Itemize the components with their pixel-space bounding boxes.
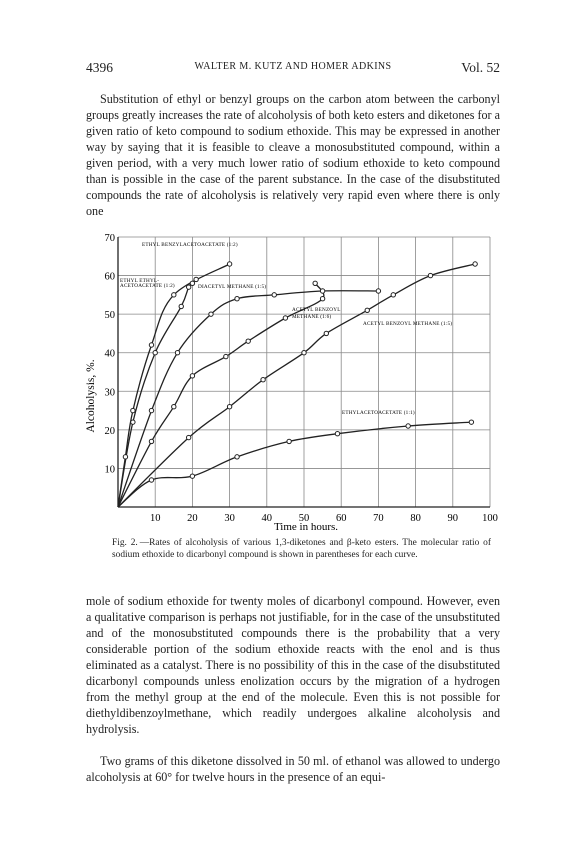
data-point [131, 420, 135, 424]
running-title: WALTER M. KUTZ AND HOMER ADKINS [194, 61, 392, 72]
x-tick-label: 20 [187, 513, 198, 524]
caption-label: Fig. 2. [112, 538, 138, 548]
series-line [118, 422, 471, 507]
data-point [320, 297, 324, 301]
x-tick-label: 40 [261, 513, 273, 524]
data-point [172, 405, 176, 409]
data-point [224, 354, 228, 358]
data-point [469, 420, 473, 424]
data-point [172, 293, 176, 297]
x-tick-label: 90 [447, 513, 459, 524]
y-tick-label: 60 [104, 271, 115, 283]
page-number: 4396 [86, 60, 113, 75]
data-point [473, 262, 477, 266]
data-point [320, 289, 324, 293]
data-point [365, 308, 369, 312]
data-point [235, 455, 239, 459]
data-point [246, 339, 250, 343]
curve-label: ETHYL ETHYL- [120, 278, 160, 284]
figure-2 [80, 231, 500, 541]
curve-label: ACETYL BENZOYL [292, 307, 341, 313]
chart-grid [118, 237, 490, 507]
x-tick-label: 60 [335, 513, 347, 524]
page-header [86, 60, 500, 80]
series-line [118, 291, 378, 507]
curve-label: ACETOACETATE (1:2) [120, 283, 175, 289]
alcoholysis-chart [80, 231, 500, 536]
data-point [235, 297, 239, 301]
data-point [209, 312, 213, 316]
data-point [190, 281, 194, 285]
curve-label: ACETYL BENZOYL METHANE (1:5) [363, 321, 453, 327]
data-point [428, 273, 432, 277]
x-tick-label: 80 [410, 513, 421, 524]
data-point [261, 378, 265, 382]
data-point [175, 351, 179, 355]
chart-ticks [105, 233, 498, 524]
y-tick-label: 40 [104, 348, 115, 360]
data-point [227, 262, 231, 266]
x-axis-label: Time in hours. [273, 521, 339, 533]
curve-label: DIACETYL METHANE (1:5) [198, 284, 267, 290]
x-tick-label: 30 [224, 513, 235, 524]
data-point [287, 439, 291, 443]
curve-label: ETHYLACETOACETATE (1:1) [342, 410, 415, 416]
data-point [153, 351, 157, 355]
series-line [118, 264, 475, 507]
data-point [406, 424, 410, 428]
data-point [227, 405, 231, 409]
x-tick-label: 10 [149, 513, 161, 524]
data-point [324, 331, 328, 335]
y-tick-label: 70 [104, 233, 115, 244]
data-point [376, 289, 380, 293]
data-point [179, 304, 183, 308]
y-tick-label: 20 [104, 425, 115, 437]
y-tick-label: 10 [104, 464, 115, 476]
data-point [283, 316, 287, 320]
curve-label: METHANE (1:6) [292, 314, 332, 320]
data-point [149, 439, 153, 443]
data-point [194, 277, 198, 281]
data-point [149, 478, 153, 482]
data-point [149, 343, 153, 347]
chart-curves [118, 264, 475, 507]
x-tick-label: 100 [482, 513, 498, 524]
data-point [186, 285, 190, 289]
paragraph-3: Two grams of this diketone dissolved in 50 ml. of ethanol was allowed to undergo alcoholysis at 60° for twelve hours in the presence of an equi- [86, 754, 500, 784]
data-point [123, 455, 127, 459]
volume-label: Vol. 52 [461, 60, 500, 75]
chart-curve-labels [120, 241, 452, 416]
data-point [313, 281, 317, 285]
y-tick-label: 30 [104, 387, 115, 399]
data-point [131, 408, 135, 412]
x-tick-label: 70 [373, 513, 384, 524]
data-point [186, 435, 190, 439]
x-tick-label: 50 [298, 513, 310, 524]
series-line [118, 264, 230, 507]
data-point [149, 408, 153, 412]
caption-text: —Rates of alcoholysis of various 1,3-diketones and β-keto esters. The molecular ratio of sodium ethoxide to dicarbonyl compound is shown in parentheses for each curve. [112, 538, 491, 560]
data-point [190, 374, 194, 378]
figure-caption [112, 537, 491, 561]
y-tick-label: 50 [104, 310, 115, 322]
data-point [302, 351, 306, 355]
data-point [272, 293, 276, 297]
paragraph-2: mole of sodium ethoxide for twenty moles of dicarbonyl compound. However, even a qualitative comparison is perhaps not justifiable, for in the case of the unsubstituted and of the monosubstituted compounds there is the probability that a very considerable portion of the sodium ethoxide reacts with the enol and is thus eliminated as a catalyst. There is no possibility of this in the case of the disubstituted dicarbonyl compounds unless enolization occurs by the migration of a hydrogen from the methyl group at the end of the molecule. Even this is not possible for diethyldibenzoylmethane, which readily undergoes alkaline alcoholysis and hydrolysis. [86, 594, 500, 736]
data-point [335, 432, 339, 436]
y-axis-label: Alcoholysis, %. [85, 359, 97, 433]
paragraph-1: Substitution of ethyl or benzyl groups on the carbon atom between the carbonyl groups greatly increases the rate of alcoholysis of both keto esters and diketones for a given ratio of keto compound to sodium ethoxide. This may be expressed in another way by saying that it is feasible to cleave a monosubstituted compound, within a given period, with a very much lower ratio of sodium ethoxide to keto compound than is possible in the case of the parent substance. In the case of the disubstituted compounds the rate of alcoholysis is relatively very rapid even where there is only one [86, 92, 500, 218]
curve-label: ETHYL BENZYLACETOACETATE (1:2) [142, 242, 238, 248]
data-point [190, 474, 194, 478]
data-point [391, 293, 395, 297]
